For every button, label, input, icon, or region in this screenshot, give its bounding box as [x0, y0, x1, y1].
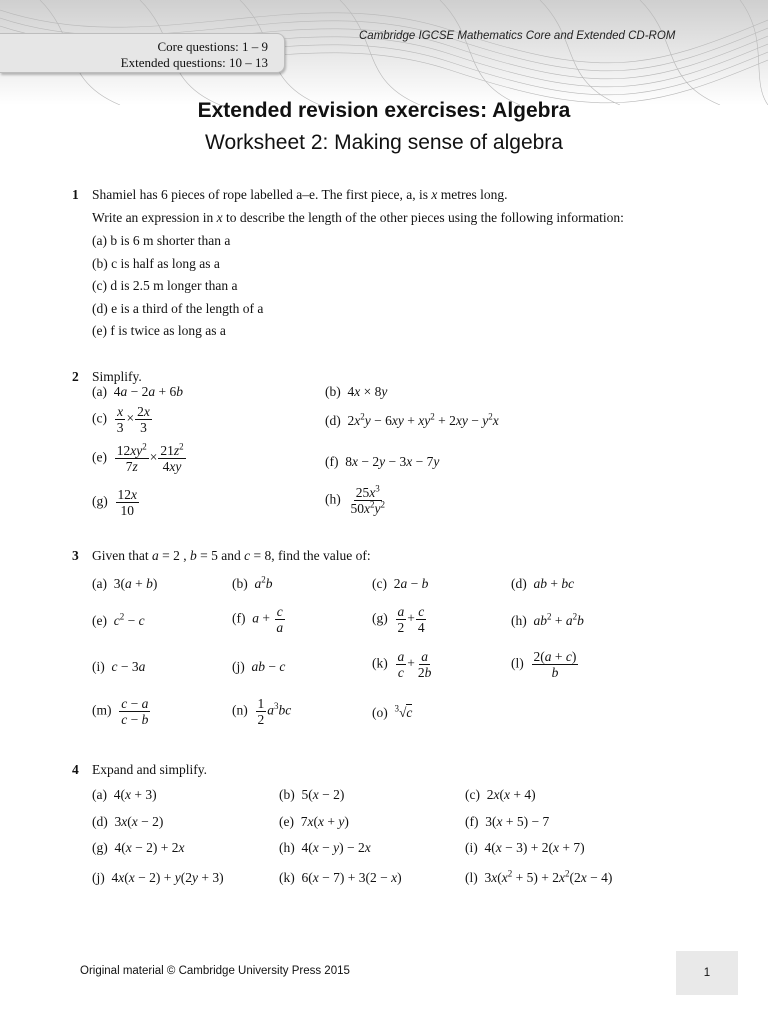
- question-range-box: [0, 33, 285, 73]
- question-number: 4: [72, 762, 79, 777]
- q3-part-m: (m) $\frac{c - a}{c - b}$: [92, 696, 149, 727]
- q2-part-e: (e) $\frac{12xy^2}{7z}$ × $\frac{21z^2}{4xy}$: [92, 441, 184, 474]
- q4-part-b: (b) 5(x − 2): [279, 787, 345, 802]
- q3-part-f: (f) a + $\frac{c}{a}$: [232, 604, 284, 635]
- q1-part: (a) b is 6 m shorter than a: [92, 233, 231, 248]
- q4-part-l: (l) $3x(x^2 + 5) + 2x^2(2x - 4)$: [465, 868, 613, 885]
- q4-intro: Expand and simplify.: [92, 762, 207, 777]
- q2-intro: Simplify.: [92, 369, 142, 384]
- q3-part-o: (o) $^3$√c: [372, 703, 413, 720]
- q4-part-f: (f) 3(x + 5) − 7: [465, 814, 550, 829]
- q3-part-h: (h) $ab^2 + a^2b$: [511, 611, 584, 628]
- question-number: 3: [72, 548, 79, 563]
- q3-part-a: (a) 3(a + b): [92, 576, 158, 591]
- q4-part-i: (i) 4(x − 3) + 2(x + 7): [465, 840, 585, 855]
- q4-part-h: (h) 4(x − y) − 2x: [279, 840, 371, 855]
- q2-part-a: (a) 4a − 2a + 6b: [92, 384, 183, 399]
- question-number: 2: [72, 369, 79, 384]
- q3-part-l: (l) $\frac{2(a + c)}{b}$: [511, 649, 577, 680]
- core-questions: Core questions: 1 – 9: [157, 39, 268, 54]
- q2-part-g: (g) $\frac{12x}{10}$: [92, 487, 137, 518]
- q4-part-c: (c) 2x(x + 4): [465, 787, 536, 802]
- q2-part-c: (c) $\frac{x}{3}$ × $\frac{2x}{3}$: [92, 404, 150, 435]
- q1-part: (b) c is half as long as a: [92, 256, 220, 271]
- q3-part-n: (n) $\frac{1}{2}$ $a^3bc$: [232, 696, 292, 727]
- q2-part-h: (h) $\frac{25x^3}{50x^2y^2}$: [325, 483, 385, 516]
- q4-part-d: (d) 3x(x − 2): [92, 814, 164, 829]
- q1-part: (c) d is 2.5 m longer than a: [92, 278, 238, 293]
- q3-part-e: (e) $c^2 - c$: [92, 611, 145, 628]
- page-subtitle: Worksheet 2: Making sense of algebra: [205, 131, 563, 154]
- page-number: 1: [676, 951, 738, 995]
- question-number: 1: [72, 187, 79, 202]
- q3-part-c: (c) 2a − b: [372, 576, 429, 591]
- extended-questions: Extended questions: 10 – 13: [120, 55, 268, 70]
- page-title: Extended revision exercises: Algebra: [197, 99, 571, 122]
- series-title: Cambridge IGCSE Mathematics Core and Extended CD-ROM: [359, 30, 676, 42]
- q3-intro: Given that a = 2 , b = 5 and c = 8, find the value of:: [92, 548, 371, 563]
- q3-part-b: (b) $a^2b$: [232, 574, 273, 591]
- q3-part-g: (g) $\frac{a}{2}$ + $\frac{c}{4}$: [372, 604, 425, 635]
- q1-instruction: Write an expression in x to describe the length of the other pieces using the following information:: [92, 210, 624, 225]
- q4-part-a: (a) 4(x + 3): [92, 787, 157, 802]
- q4-part-g: (g) 4(x − 2) + 2x: [92, 840, 185, 855]
- q2-part-b: (b) 4x × 8y: [325, 384, 388, 399]
- q2-part-f: (f) 8x − 2y − 3x − 7y: [325, 454, 440, 469]
- q3-part-i: (i) c − 3a: [92, 659, 146, 674]
- copyright-notice: Original material © Cambridge University Press 2015: [80, 965, 350, 977]
- q4-part-k: (k) 6(x − 7) + 3(2 − x): [279, 870, 402, 885]
- q2-part-d: (d) $2x^2y - 6xy + xy^2 + 2xy - y^2x$: [325, 411, 499, 428]
- q3-part-j: (j) ab − c: [232, 659, 286, 674]
- q1-intro: Shamiel has 6 pieces of rope labelled a–e. The first piece, a, is x metres long.: [92, 187, 508, 202]
- q3-part-k: (k) $\frac{a}{c}$ + $\frac{a}{2b}$: [372, 649, 432, 680]
- q3-part-d: (d) ab + bc: [511, 576, 575, 591]
- q1-part: (e) f is twice as long as a: [92, 323, 226, 338]
- q4-part-j: (j) 4x(x − 2) + y(2y + 3): [92, 870, 224, 885]
- q4-part-e: (e) 7x(x + y): [279, 814, 349, 829]
- q1-part: (d) e is a third of the length of a: [92, 301, 264, 316]
